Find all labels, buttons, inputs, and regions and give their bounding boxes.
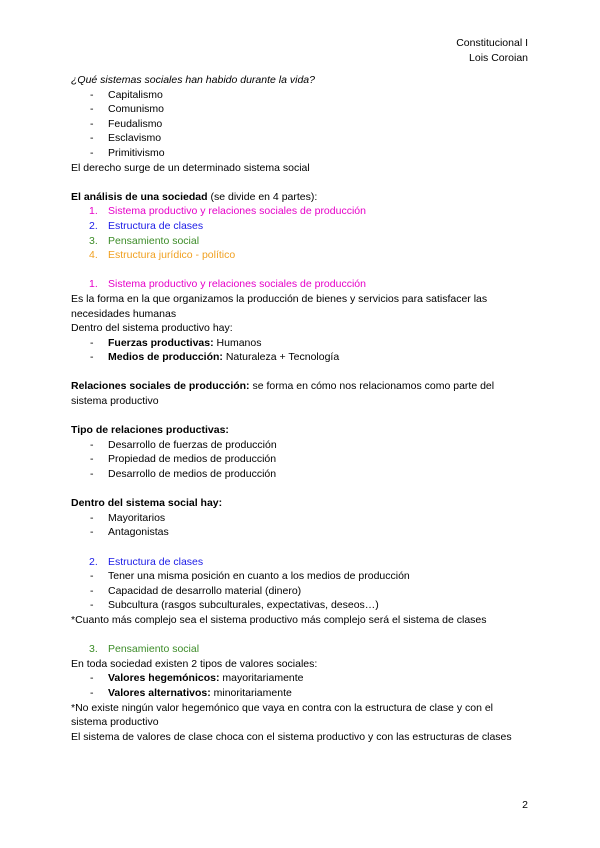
dentro-heading: Dentro del sistema social hay: xyxy=(71,497,223,510)
derecho-text: El derecho surge de un determinado sistema social xyxy=(71,161,310,174)
list-item: - Desarrollo de medios de producción xyxy=(90,468,277,481)
list-item: - Mayoritarios xyxy=(90,511,166,524)
section-3-note-1: *No existe ningún valor hegemónico que vaya en contra con la estructura de clase y con el sistema productivo xyxy=(71,701,493,729)
list-item: - Comunismo xyxy=(90,103,165,116)
list-item: - Tener una misma posición en cuanto a los medios de producción xyxy=(90,570,410,583)
list-item: - Esclavismo xyxy=(90,132,162,145)
systems-list xyxy=(71,88,531,161)
list-item: - Capacidad de desarrollo material (dinero) xyxy=(90,584,302,597)
course-name: Constitucional I xyxy=(456,37,528,49)
section-3-note-2: El sistema de valores de clase choca con el sistema productivo y con las estructuras de clases xyxy=(71,730,512,743)
list-item: 1. Sistema productivo y relaciones sociales de producción xyxy=(89,205,366,218)
page-header xyxy=(456,36,528,66)
list-item: 2. Estructura de clases xyxy=(89,219,204,232)
section-1-description: Es la forma en la que organizamos la producción de bienes y servicios para satisfacer las necesidades humanas xyxy=(71,292,488,320)
document-body xyxy=(71,73,531,744)
analisis-heading: El análisis de una sociedad (se divide en 4 partes): xyxy=(71,190,318,203)
list-item: - Valores hegemónicos: mayoritariamente xyxy=(90,672,304,685)
section-2-note: *Cuanto más complejo sea el sistema productivo más complejo será el sistema de clases xyxy=(71,613,487,626)
list-item: - Fuerzas productivas: Humanos xyxy=(90,336,262,349)
list-item: - Propiedad de medios de producción xyxy=(90,453,277,466)
analisis-parts-list xyxy=(71,204,531,262)
section-1-heading: 1. Sistema productivo y relaciones sociales de producción xyxy=(89,278,366,291)
list-item: - Antagonistas xyxy=(90,526,169,539)
section-3-intro: En toda sociedad existen 2 tipos de valores sociales: xyxy=(71,657,318,670)
tipo-heading: Tipo de relaciones productivas: xyxy=(71,424,229,437)
list-item: - Valores alternativos: minoritariamente xyxy=(90,686,292,699)
list-item: - Primitivismo xyxy=(90,146,165,159)
list-item: 3. Pensamiento social xyxy=(89,234,200,247)
list-item: - Subcultura (rasgos subculturales, expectativas, deseos…) xyxy=(90,599,379,612)
list-item: 4. Estructura jurídico - político xyxy=(89,249,236,262)
section-2-heading: 2. Estructura de clases xyxy=(89,555,204,568)
list-item: - Feudalismo xyxy=(90,117,163,130)
page-number: 2 xyxy=(522,799,528,811)
section-1-intro: Dentro del sistema productivo hay: xyxy=(71,322,233,335)
author-name: Lois Coroian xyxy=(469,52,528,64)
list-item: - Desarrollo de fuerzas de producción xyxy=(90,438,277,451)
list-item: - Capitalismo xyxy=(90,88,163,101)
relaciones-paragraph: Relaciones sociales de producción: se forma en cómo nos relacionamos como parte del sistema productivo xyxy=(71,380,495,408)
section-3-heading: 3. Pensamiento social xyxy=(89,643,200,656)
question-line: ¿Qué sistemas sociales han habido durante la vida? xyxy=(71,74,315,86)
list-item: - Medios de producción: Naturaleza + Tecnología xyxy=(90,351,340,364)
